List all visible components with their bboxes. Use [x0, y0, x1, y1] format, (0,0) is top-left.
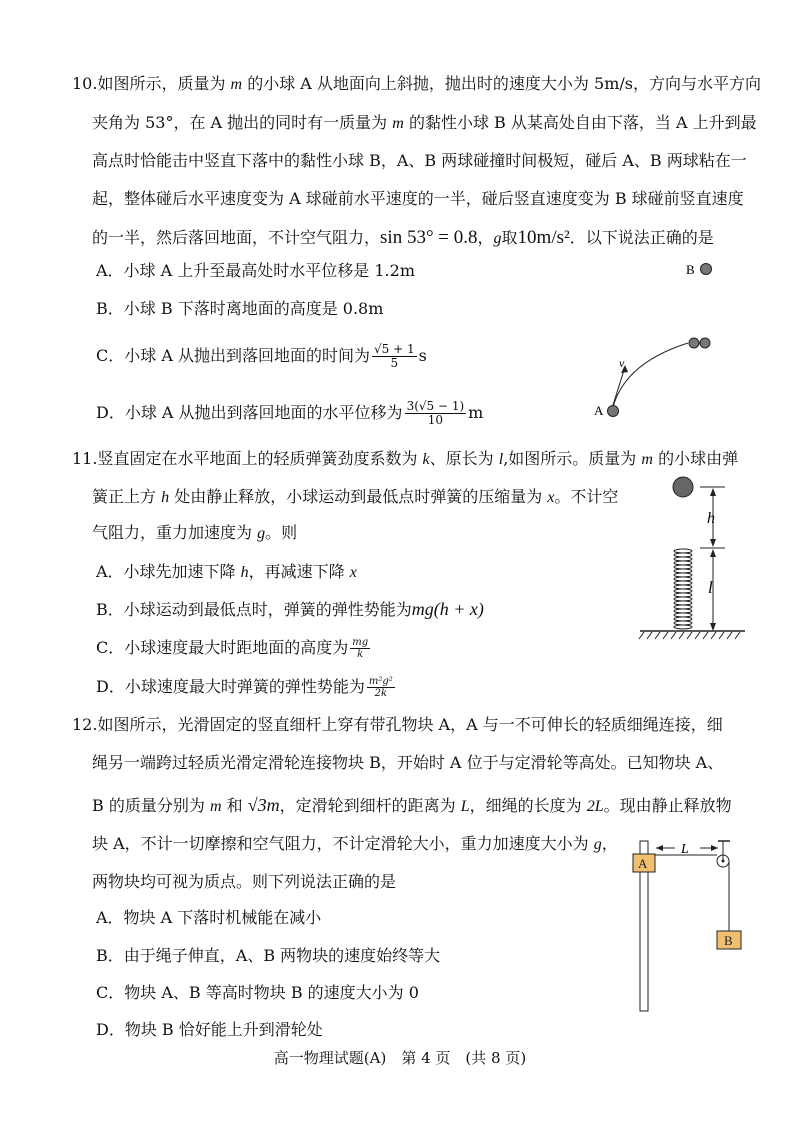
- q11-spring-figure: [630, 470, 750, 650]
- q12-line-4: 块 A，不计一切摩擦和空气阻力，不计定滑轮大小，重力加速度大小为 g，: [92, 834, 618, 853]
- q12-option-c: C．物块 A、B 等高时物块 B 的速度大小为 0: [96, 983, 419, 1002]
- sin-formula: sin 53° = 0.8: [380, 227, 478, 248]
- q10-line-2: 夹角为 53°，在 A 抛出的同时有一质量为 m 的黏性小球 B 从某高处自由下落，当 A 上升到最: [92, 113, 757, 132]
- q10-line-4: 起，整体碰后水平速度变为 A 球碰前水平速度的一半，碰后竖直速度变为 B 球碰前竖直速度: [92, 189, 744, 208]
- q10-line-5: 的一半，然后落回地面，不计空气阻力，sin 53° = 0.8，g取10m/s²．以下说法正确的是: [92, 227, 714, 248]
- q12-option-d: D．物块 B 恰好能上升到滑轮处: [96, 1020, 323, 1039]
- q10-option-c: C．小球 A 从抛出到落回地面的时间为 $\frac{√5 + 1}{5}$ s: [96, 342, 427, 370]
- q12-line-3: B 的质量分别为 m 和 √3m，定滑轮到细杆的距离为 L，细绳的长度为 2L。现由静止释放物: [92, 795, 732, 815]
- q11-fig-label-h: h: [707, 510, 715, 527]
- q12-fig-label-a: A: [638, 856, 648, 871]
- q10-line-3: 高点时恰能击中竖直下落中的黏性小球 B，A、B 两球碰撞时间极短，碰后 A、B 两球粘在一: [92, 151, 747, 170]
- q11-d-fraction: $\frac{\text{m²g²}}{2k}$: [368, 676, 393, 699]
- q10-c-fraction: $\frac{√5 + 1}{5}$: [373, 342, 415, 370]
- q12-pulley-figure: [620, 835, 750, 1015]
- q11-line-1: 11.竖直固定在水平地面上的轻质弹簧劲度系数为 k、原长为 l,如图所示。质量为 m 的小球由弹: [72, 449, 739, 468]
- q11-option-a: A．小球先加速下降 h，再减速下降 x: [96, 562, 357, 581]
- q10-fig-label-a: A: [594, 403, 604, 418]
- q11-line-3: 气阻力，重力加速度为 g。则: [92, 523, 298, 542]
- q12-option-a: A．物块 A 下落时机械能在减小: [96, 908, 322, 927]
- q11-option-c: C．小球速度最大时距地面的高度为 $\frac{mg}{k}$: [96, 637, 369, 660]
- q12-line-5: 两物块均可视为质点。则下列说法正确的是: [92, 872, 397, 891]
- q11-fig-label-l: l: [708, 578, 713, 597]
- q12-fig-label-l: L: [681, 842, 689, 857]
- g-value: 10m/s²: [517, 227, 570, 248]
- q11-option-d: D．小球速度最大时弹簧的弹性势能为 $\frac{\text{m²g²}}{2k}$: [96, 676, 393, 699]
- q10-d-fraction: $\frac{3(√5 - 1)}{10}$: [406, 399, 465, 427]
- q10-line-1: 10.如图所示，质量为 m 的小球 A 从地面向上斜抛，抛出时的速度大小为 5m/s，方向与水平方向: [72, 74, 761, 93]
- q10-option-d: D．小球 A 从抛出到落回地面的水平位移为 $\frac{3(√5 - 1)}{10}$ m: [96, 399, 484, 427]
- q10-option-b: B．小球 B 下落时离地面的高度是 0.8m: [96, 299, 384, 318]
- q11-c-fraction: $\frac{mg}{k}$: [352, 637, 369, 660]
- q12-option-b: B．由于绳子伸直，A、B 两物块的速度始终等大: [96, 946, 441, 965]
- q10-fig-label-b: B: [686, 262, 695, 277]
- q10-projectile-figure: [580, 255, 730, 425]
- q11-option-b: B．小球运动到最低点时，弹簧的弹性势能为mg(h + x): [96, 599, 484, 619]
- q12-fig-label-b: B: [724, 933, 733, 948]
- q12-line-1: 12.如图所示，光滑固定的竖直细杆上穿有带孔物块 A，A 与一不可伸长的轻质细绳连接，细: [72, 715, 723, 734]
- sqrt3m: √3m: [247, 795, 280, 815]
- q12-line-2: 绳另一端跨过轻质光滑定滑轮连接物块 B，开始时 A 位于与定滑轮等高处。已知物块 A、: [92, 753, 724, 772]
- q10-option-a: A．小球 A 上升至最高处时水平位移是 1.2m: [96, 261, 415, 280]
- q10-fig-label-v: v: [619, 356, 625, 370]
- q11-line-2: 簧正上方 h 处由静止释放，小球运动到最低点时弹簧的压缩量为 x。不计空: [92, 487, 619, 506]
- page-footer: 高一物理试题(A) 第 4 页 (共 8 页): [273, 1049, 527, 1067]
